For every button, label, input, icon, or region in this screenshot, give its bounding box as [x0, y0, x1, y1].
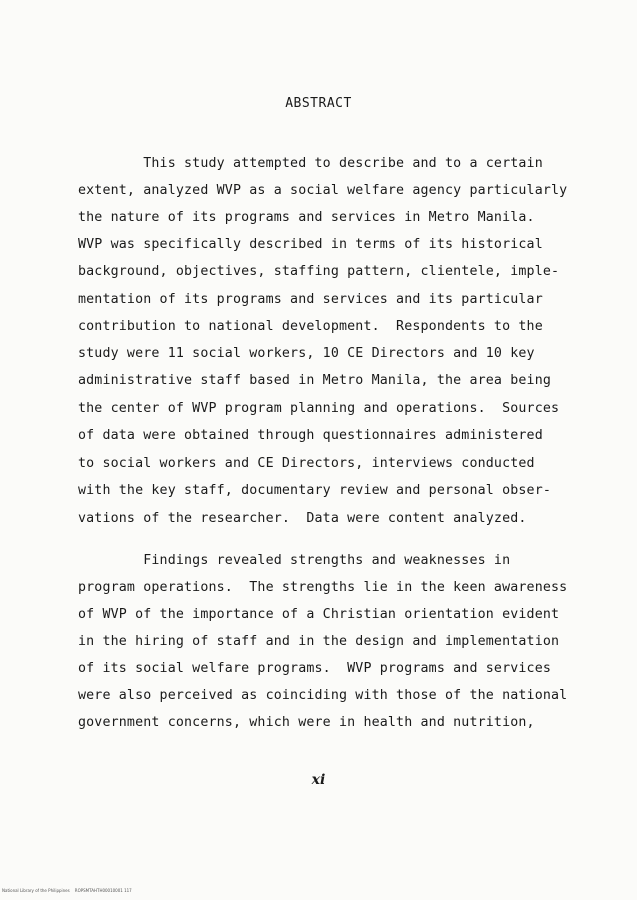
- scan-footer: National Library of the Philippines ROPSMTAHTH00010001 117: [2, 888, 132, 893]
- paragraph-2-line: of WVP of the importance of a Christian orientation evident: [78, 607, 560, 622]
- paragraph-2-line: program operations. The strengths lie in the keen awareness: [78, 580, 568, 595]
- paragraph-1-line: of data were obtained through questionnaires administered: [78, 428, 543, 443]
- paragraph-1-line: WVP was specifically described in terms of its historical: [78, 237, 543, 252]
- paragraph-1-line: This study attempted to describe and to a certain: [78, 156, 543, 171]
- paragraph-1-line: background, objectives, staffing pattern, clientele, imple-: [78, 264, 560, 279]
- paragraph-1-line: with the key staff, documentary review and personal obser-: [78, 483, 552, 498]
- paragraph-2-line: were also perceived as coinciding with those of the national: [78, 688, 568, 703]
- paragraph-1-line: to social workers and CE Directors, interviews conducted: [78, 456, 535, 471]
- paragraph-1-line: vations of the researcher. Data were content analyzed.: [78, 511, 527, 526]
- paragraph-1-line: administrative staff based in Metro Manila, the area being: [78, 373, 552, 388]
- paragraph-1-line: the center of WVP program planning and operations. Sources: [78, 401, 560, 416]
- abstract-heading: ABSTRACT: [285, 96, 352, 111]
- paragraph-2-line: Findings revealed strengths and weaknesses in: [78, 553, 511, 568]
- paragraph-2-line: in the hiring of staff and in the design and implementation: [78, 634, 560, 649]
- page-number: xi: [311, 772, 326, 788]
- paragraph-2-line: of its social welfare programs. WVP programs and services: [78, 661, 552, 676]
- paragraph-1-line: contribution to national development. Respondents to the: [78, 319, 543, 334]
- paragraph-1-line: mentation of its programs and services and its particular: [78, 292, 543, 307]
- paragraph-1-line: the nature of its programs and services in Metro Manila.: [78, 210, 535, 225]
- paragraph-1-line: study were 11 social workers, 10 CE Directors and 10 key: [78, 346, 535, 361]
- paragraph-2-line: government concerns, which were in health and nutrition,: [78, 715, 535, 730]
- paragraph-1-line: extent, analyzed WVP as a social welfare agency particularly: [78, 183, 568, 198]
